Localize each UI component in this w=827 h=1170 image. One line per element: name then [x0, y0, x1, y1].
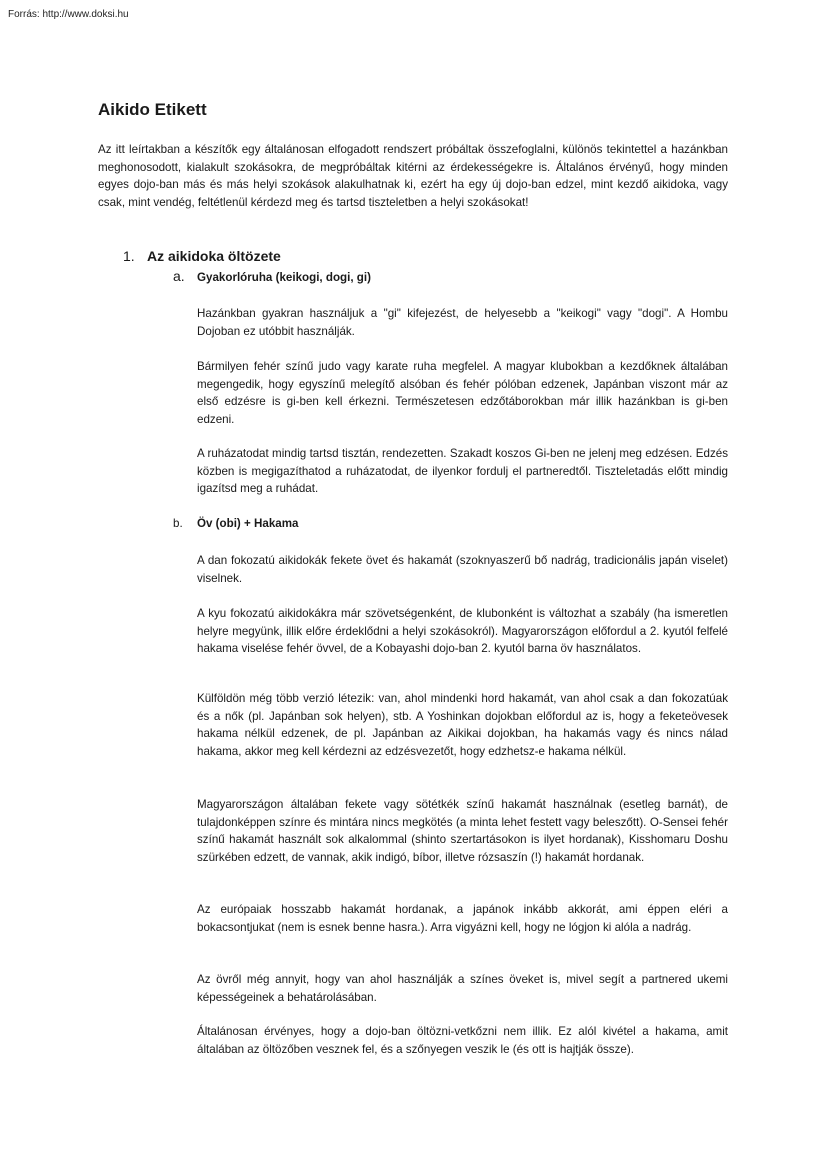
subsection-b-letter: b.	[173, 517, 183, 530]
section-heading	[123, 248, 281, 264]
paragraph-b7: Általánosan érvényes, hogy a dojo-ban öltözni-vetkőzni nem illik. Ez alól kivétel a hakama, amit általában az öltözőben vesznek fel, és a szőnyegen veszik le (és ott is hajtják össze).	[197, 1025, 728, 1056]
section-title: Az aikidoka öltözete	[147, 248, 281, 264]
subsection-a-heading	[173, 268, 371, 284]
paragraph-b1: A dan fokozatú aikidokák fekete övet és hakamát (szoknyaszerű bő nadrág, tradicionális japán viselet) viselnek.	[197, 554, 728, 585]
paragraph-b2: A kyu fokozatú aikidokákra már szövetségenként, de klubonként is változhat a szabály (ha ismeretlen helyre megyünk, illik előre érdeklődni a helyi szokásokról). Magyarországon előfordul a 2. kyutól felfelé hakama viselése fehér övvel, de a Kobayashi dojo-ban 2. kyutól barna öv használatos.	[197, 607, 728, 656]
intro-paragraph: Az itt leírtakban a készítők egy általánosan elfogadott rendszert próbáltak összefoglalni, különös tekintettel a hazánkban meghonosodott, kialakult szokásokra, de megpróbáltak kitérni az érdekességekre is. Általános érvényű, hogy minden egyes dojo-ban más és más helyi szokások alakulhatnak ki, ezért ha egy új dojo-ban edzel, mint kezdő aikidoka, vagy csak, mint vendég, feltétlenül kérdezd meg és tartsd tiszteletben a helyi szokásokat!	[98, 143, 728, 209]
subsection-b-title: Öv (obi) + Hakama	[197, 517, 299, 530]
paragraph-a2: Bármilyen fehér színű judo vagy karate ruha megfelel. A magyar klubokban a kezdőknek általában megengedik, hogy egyszínű melegítő alsóban és fehér pólóban edzenek, Japánban viszont már az első edzésre is gi-ben kell érkezni. Természetesen edzőtáborokban már illik hazánkban is gi-ben edzeni.	[197, 360, 728, 426]
subsection-a-title: Gyakorlóruha (keikogi, dogi, gi)	[197, 271, 371, 284]
paragraph-a1: Hazánkban gyakran használjuk a "gi" kifejezést, de helyesebb a "keikogi" vagy "dogi". A Hombu Dojoban ez utóbbit használják.	[197, 307, 728, 338]
paragraph-b6: Az övről még annyit, hogy van ahol használják a színes öveket is, mivel segít a partnered ukemi képességeinek a behatárolásában.	[197, 973, 728, 1004]
paragraph-b5: Az európaiak hosszabb hakamát hordanak, a japánok inkább akkorát, ami éppen eléri a bokacsontjukat (nem is esnek benne hasra.). Arra vigyázni kell, hogy ne lógjon ki alóla a nadrág.	[197, 903, 728, 934]
section-number: 1.	[123, 248, 135, 264]
subsection-b-heading	[173, 517, 298, 530]
paragraph-b4: Magyarországon általában fekete vagy sötétkék színű hakamát használnak (esetleg barnát), de tulajdonképpen színre és mintára nincs megkötés (a minta lehet festett vagy beleszőtt). O-Sensei fehér színű hakamát használt sok alkalommal (shinto szertartásokon is ilyet hordanak), Kisshomaru Doshu szürkében edzett, de vannak, akik indigó, bíbor, illetve rózsaszín (!) hakamát hordanak.	[197, 798, 728, 864]
paragraph-a3: A ruházatodat mindig tartsd tisztán, rendezetten. Szakadt koszos Gi-ben ne jelenj meg edzésen. Edzés közben is megigazíthatod a ruházatodat, de ilyenkor fordulj el partneredtől. Tiszteletadás előtt mindig igazítsd meg a ruhádat.	[197, 447, 728, 496]
page-title: Aikido Etikett	[98, 100, 207, 119]
source-note: Forrás: http://www.doksi.hu	[8, 9, 129, 20]
subsection-a-letter: a.	[173, 268, 185, 284]
paragraph-b3: Külföldön még több verzió létezik: van, ahol mindenki hord hakamát, van ahol csak a dan fokozatúak és a nők (pl. Japánban sok helyen), stb. A Yoshinkan dojokban előfordul az is, hogy a feketeövesek hakama nélkül edzenek, de pl. Japánban az Aikikai dojokban, ha hakamás vagy és nincs nálad hakama, akkor meg kell kérdezni az edzésvezetőt, hogy edzhetsz-e hakama nélkül.	[197, 692, 728, 758]
